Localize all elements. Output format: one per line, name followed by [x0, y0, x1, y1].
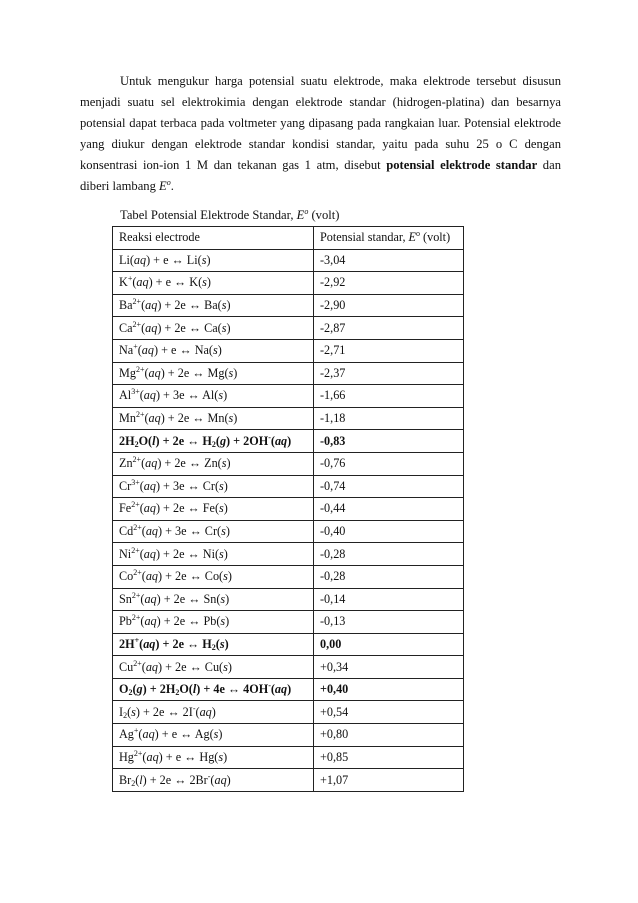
- table-row: [113, 656, 464, 679]
- table-row: [113, 430, 464, 453]
- potential-cell: -2,90: [314, 294, 464, 317]
- reaction-cell: K+(aq) + e ↔ K(s): [113, 272, 314, 295]
- potential-cell: -0,13: [314, 611, 464, 634]
- table-row: [113, 362, 464, 385]
- potential-cell: -0,74: [314, 475, 464, 498]
- reaction-cell: $Zn^{2+}(aq) + 2e$ ↔ Zn(s): [113, 452, 314, 475]
- reaction-cell: $Fe^{2+}(aq) + 2e$ ↔ Fe(s): [113, 498, 314, 521]
- reaction-cell: $Ca^{2+}(aq) + 2e$ ↔ Ca(s): [113, 317, 314, 340]
- table-row: [113, 565, 464, 588]
- reaction-cell: Na+(aq) + e ↔ Na(s): [113, 339, 314, 362]
- reaction-cell: $Br_2(l) + 2e$ ↔ 2Br-(aq): [113, 769, 314, 792]
- potential-cell: -3,04: [314, 249, 464, 272]
- potential-cell: -0,14: [314, 588, 464, 611]
- table-row: [113, 272, 464, 295]
- paragraph-end: .: [170, 179, 174, 193]
- reaction-cell: $Mg^{2+}(aq) + 2e$ ↔ Mg(s): [113, 362, 314, 385]
- table-row: [113, 611, 464, 634]
- potential-cell: +0,80: [314, 724, 464, 747]
- reaction-cell: $Hg^{2+}(aq) + e$ ↔ Hg(s): [113, 746, 314, 769]
- potential-cell: -2,71: [314, 339, 464, 362]
- reaction-cell: $Co^{2+}(aq) + 2e$ ↔ Co(s): [113, 565, 314, 588]
- potential-cell: +1,07: [314, 769, 464, 792]
- potential-cell: +0,40: [314, 678, 464, 701]
- reaction-cell: $Sn^{2+}(aq) + 2e$ ↔ Sn(s): [113, 588, 314, 611]
- potential-cell: +0,85: [314, 746, 464, 769]
- reaction-cell: $Al^{3+}(aq) + 3e$ ↔ Al(s): [113, 385, 314, 408]
- paragraph-text-after: dan diberi lambang: [80, 158, 561, 193]
- table-row: [113, 452, 464, 475]
- reaction-cell: $Ni^{2+}(aq) + 2e$ ↔ Ni(s): [113, 543, 314, 566]
- header-potential: Potensial standar, $E^o$ (volt): [314, 227, 464, 250]
- potential-cell: -0,40: [314, 520, 464, 543]
- caption-symbol: $E^o$: [296, 207, 309, 222]
- potential-cell: -1,18: [314, 407, 464, 430]
- table-row: [113, 385, 464, 408]
- potential-cell: -0,28: [314, 543, 464, 566]
- reaction-cell: $O_2(g) + 2H_2O(l) + 4e$ ↔ 4OH-(aq): [113, 678, 314, 701]
- table-row: [113, 678, 464, 701]
- potential-cell: +0,34: [314, 656, 464, 679]
- potential-cell: -0,44: [314, 498, 464, 521]
- caption-text: Tabel Potensial Elektrode Standar,: [120, 208, 297, 222]
- reaction-cell: $Mn^{2+}(aq) + 2e$ ↔ Mn(s): [113, 407, 314, 430]
- paragraph-text: Untuk mengukur harga potensial suatu elektrode, maka elektrode tersebut disusun menjadi suatu sel elektrokimia dengan elektrode standar (hidrogen-platina) dan besarnya potensial dapat terbaca pada voltmeter yang dipasang pada rangkaian luar. Potensial elektrode yang diukur dengan elektrode standar kondisi standar, yaitu pada suhu 25 o C dengan konsentrasi ion-ion 1 M dan tekanan gas 1 atm, disebut: [80, 74, 561, 172]
- intro-paragraph: [80, 71, 561, 197]
- table-caption: [120, 205, 339, 226]
- reaction-cell: $Cr^{3+}(aq) + 3e$ ↔ Cr(s): [113, 475, 314, 498]
- caption-unit: (volt): [308, 208, 340, 222]
- reaction-cell: 2H+(aq) + 2e ↔ $H_2(s)$: [113, 633, 314, 656]
- table-row: [113, 475, 464, 498]
- reaction-cell: Ag+(aq) + e ↔ Ag(s): [113, 724, 314, 747]
- reaction-cell: $Pb^{2+}(aq) + 2e$ ↔ Pb(s): [113, 611, 314, 634]
- reaction-cell: $Cu^{2+}(aq) + 2e$ ↔ Cu(s): [113, 656, 314, 679]
- table-row: [113, 339, 464, 362]
- reaction-cell: $I_2(s) + 2e$ ↔ 2I-(aq): [113, 701, 314, 724]
- potential-cell: -2,92: [314, 272, 464, 295]
- table-row: [113, 520, 464, 543]
- reaction-cell: Li(aq) + e ↔ Li(s): [113, 249, 314, 272]
- potential-cell: -1,66: [314, 385, 464, 408]
- table-row: [113, 724, 464, 747]
- paragraph-symbol: $E^o$: [159, 178, 171, 193]
- table-row: [113, 701, 464, 724]
- header-reaction: Reaksi electrode: [113, 227, 314, 250]
- paragraph-key-term: potensial elektrode standar: [386, 158, 538, 172]
- potential-cell: -0,83: [314, 430, 464, 453]
- table-row: [113, 294, 464, 317]
- table-row: [113, 407, 464, 430]
- table-row: [113, 543, 464, 566]
- table-row: [113, 746, 464, 769]
- electrode-potential-table: [112, 226, 464, 792]
- reaction-cell: $Ba^{2+}(aq) + 2e$ ↔ Ba(s): [113, 294, 314, 317]
- table-row: [113, 498, 464, 521]
- table-row: [113, 769, 464, 792]
- table-row: [113, 633, 464, 656]
- potential-cell: +0,54: [314, 701, 464, 724]
- table-row: [113, 317, 464, 340]
- table-row: [113, 249, 464, 272]
- potential-cell: -2,87: [314, 317, 464, 340]
- reaction-cell: $Cd^{2+}(aq) + 3e$ ↔ Cr(s): [113, 520, 314, 543]
- potential-cell: -0,76: [314, 452, 464, 475]
- potential-cell: 0,00: [314, 633, 464, 656]
- table-header-row: [113, 227, 464, 250]
- table-row: [113, 588, 464, 611]
- potential-cell: -2,37: [314, 362, 464, 385]
- reaction-cell: $2H_2O(l) + 2e$ ↔ $H_2(g) + 2OH^-(aq)$: [113, 430, 314, 453]
- potential-cell: -0,28: [314, 565, 464, 588]
